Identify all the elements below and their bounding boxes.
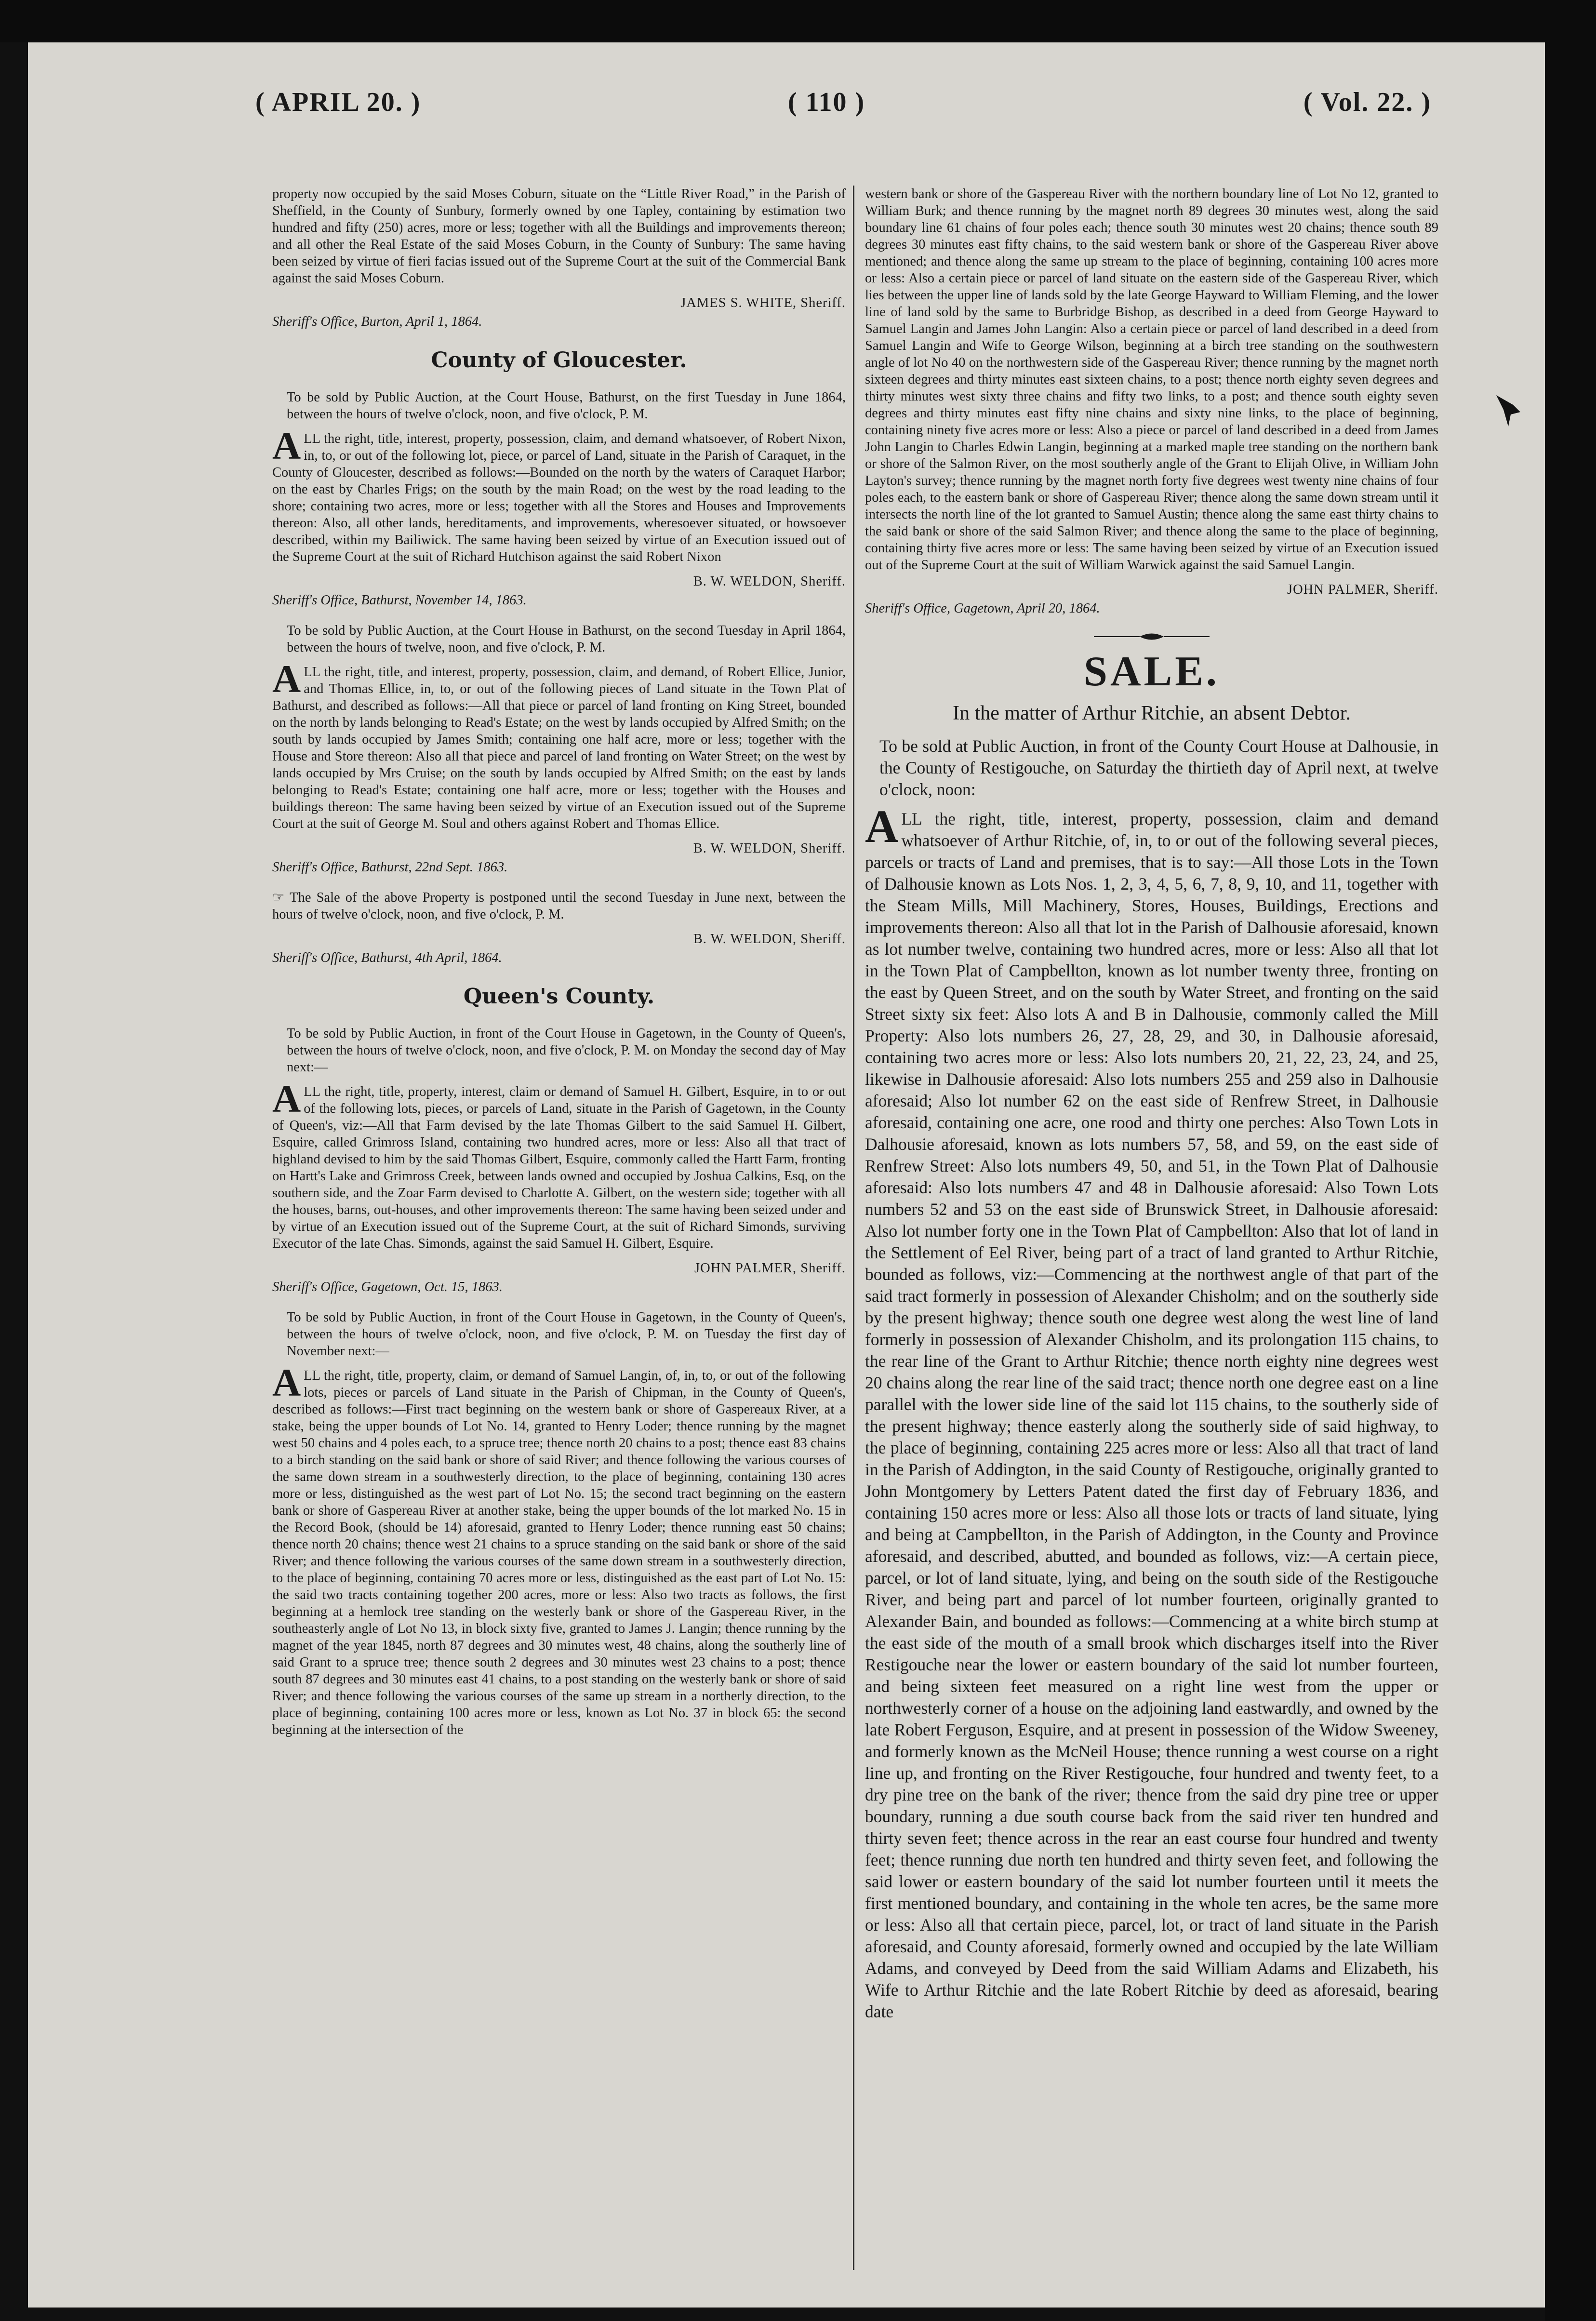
notice-signature: JAMES S. WHITE, Sheriff. [680, 295, 846, 310]
notice-body-text: LL the right, title, interest, property, possession, claim, and demand whatsoever, of Robert Nixon, in, to, or out of the following lot, piece, or parcel of Land, situate in the Parish of Caraquet, in the County of Gloucester, described as follows:—Bounded on the north by the waters of Caraquet Harbor; on the east by Charles Frigs; on the south by the main Road; on the west by the road leading to the shore; containing two acres, more or less; together with all the Stores and Houses and Improvements thereon: Also, all other lands, hereditaments, and improvements, wheresoever situated, or howsoever described, within my Bailiwick. The same having been seized by virtue of an Execution issued out of the Supreme Court at the suit of Richard Hutchison against the said Robert Nixon [272, 431, 846, 564]
notice-intro: To be sold by Public Auction, in front of the Court House in Gagetown, in the County of Queen's, between the hours of twelve o'clock, noon, and five o'clock, P. M. on Tuesday the first day of November next:— [287, 1310, 846, 1359]
right-column [865, 186, 1438, 2030]
drop-cap: A [865, 800, 899, 852]
notice-body-text: LL the right, title, property, claim, or demand of Samuel Langin, of, in, to, or out of the following lots, pieces or parcels of Land situate in the Parish of Chipman, in the County of Queen's, described as follows:—First tract beginning on the western bank or shore of Gaspereaux River, at a stake, being the upper bounds of Lot No. 14, granted to Henry Loder; thence running by the magnet west 50 chains and 4 poles each, to a spruce tree; thence north 20 chains to a post; thence east 83 chains to a birch standing on the said bank or shore of said River; and thence following the various courses of the same down stream in a southwesterly direction, to the place of beginning, containing 130 acres more or less, distinguished as the west part of Lot No. 15; the second tract beginning on the eastern bank or shore of Gaspereau River at another stake, being the upper bounds of the lot marked No. 15 in the Record Book, (should be 14) aforesaid, granted to Henry Loder; thence running east 50 chains; thence north 20 chains; thence west 21 chains to a spruce standing on the said bank or shore of the said River; and thence following the various courses of the same down stream in a southwesterly direction, to the place of beginning, containing 70 acres more or less, distinguished as the east part of Lot No. 15: the said two tracts containing together 200 acres, more or less: Also two tracts as follows, the first beginning at a hemlock tree standing on the westerly bank or shore of the Gaspereau River, in the southeasterly angle of Lot No 13, in block sixty five, granted to James J. Langin; thence running by the magnet of the year 1845, north 87 degrees and 30 minutes west, 48 chains, along the southerly line of said Grant to a spruce tree; thence south 2 degrees and 30 minutes west 23 chains to a post; thence south 87 degrees and 30 minutes east 41 chains, to a post standing on the westerly bank or shore of said River; and thence following the various courses of the same up stream in a northerly direction, to the place of beginning, containing 100 acres more or less, known as Lot No. 37 in block 65: the second beginning at the intersection of the [272, 1368, 846, 1737]
sale-title: SALE. [1084, 648, 1220, 695]
header-volume: ( Vol. 22. ) [1303, 87, 1431, 117]
notice-body [272, 1077, 846, 1252]
notice-intro: To be sold by Public Auction, at the Court House in Bathurst, on the second Tuesday in April 1864, between the hours of twelve, noon, and five o'clock, P. M. [287, 623, 846, 655]
notice-body [272, 424, 846, 565]
notice-signature: B. W. WELDON, Sheriff. [693, 932, 846, 947]
sale-intro: To be sold at Public Auction, in front of the County Court House at Dalhousie, in the County of Restigouche, on Saturday the thirtieth day of April next, at twelve o'clock, noon: [879, 736, 1438, 799]
notice-office: Sheriff's Office, Gagetown, Oct. 15, 1863. [272, 1280, 503, 1294]
notice-body-text: LL the right, title, property, interest, claim or demand of Samuel H. Gilbert, Esquire, in to or out of the following lots, pieces, or parcels of Land, situate in the Parish of Gagetown, in the County of Queen's, viz:—All that Farm devised by the late Thomas Gilbert to the said Samuel H. Gilbert, Esquire, called Grimross Island, containing two hundred acres, more or less: Also all that tract of highland devised to him by the said Thomas Gilbert, Esquire, commonly called the Hartt Farm, fronting on Hartt's Lake and Grimross Creek, between lands owned and occupied by Joshua Calkins, Esq, on the southern side, and the Zoar Farm devised to Charlotte A. Gilbert, on the western side; together with all the houses, barns, out-houses, and other improvements thereon: The same having been seized under and by virtue of an Execution issued out of the Supreme Court, at the suit of Richard Simonds, surviving Executor of the late Chas. Simonds, against the said Samuel H. Gilbert, Esquire. [272, 1084, 846, 1251]
postponement-notice [272, 889, 846, 923]
notice-intro: To be sold by Public Auction, in front of the Court House in Gagetown, in the County of Queen's, between the hours of twelve o'clock, noon, and five o'clock, P. M. on Monday the second day of May next:— [287, 1026, 846, 1075]
header-page-number: ( 110 ) [788, 87, 865, 117]
notice-office: Sheriff's Office, Bathurst, 4th April, 1864. [272, 950, 502, 965]
notice-intro: To be sold by Public Auction, at the Court House, Bathurst, on the first Tuesday in June 1864, between the hours of twelve o'clock, noon, and five o'clock, P. M. [287, 390, 846, 422]
column-divider [853, 186, 854, 2270]
scan-border-top [0, 0, 1596, 42]
notice-office: Sheriff's Office, Gagetown, April 20, 1864. [865, 601, 1100, 616]
drop-cap: A [272, 1077, 301, 1120]
county-heading-queens: Queen's County. [463, 984, 655, 1009]
notice-body [272, 657, 846, 832]
pointing-hand-icon: ☞ [272, 890, 285, 905]
postponement-text: The Sale of the above Property is postponed until the second Tuesday in June next, between the hours of twelve o'clock, noon, and five o'clock, P. M. [272, 890, 846, 922]
notice-office: Sheriff's Office, Bathurst, November 14, 1863. [272, 593, 527, 608]
notice-body-text: LL the right, title, and interest, property, possession, claim, and demand, of Robert Ellice, Junior, and Thomas Ellice, in, to, or out of the following pieces of Land situate in the Town Plat of Bathurst, and described as follows:—All that piece or parcel of land fronting on King Street, bounded on the north by lands belonging to Read's Estate; on the west by lands occupied by Alfred Smith; on the south by lands occupied by James Smith; containing one half acre, more or less; together with the House and Store thereon: Also all that piece and parcel of land fronting on Water Street; on the west by lands occupied by Mrs Cruise; on the south by lands occupied by Alfred Smith; on the east by lands belonging to Read's Estate; containing one half acre, more or less; together with the Houses and buildings thereon: The same having been seized by virtue of an Execution issued out of the Supreme Court at the suit of George M. Soul and others against Robert and Thomas Ellice. [272, 665, 846, 831]
notice-signature: B. W. WELDON, Sheriff. [693, 841, 846, 856]
drop-cap: A [272, 1361, 301, 1404]
notice-office: Sheriff's Office, Burton, April 1, 1864. [272, 314, 482, 329]
sale-body-text: LL the right, title, interest, property, possession, claim and demand whatsoever of Arthur Ritchie, of, in, to or out of the following several pieces, parcels or tracts of Land and premises, that is to say:—All those Lots in the Town of Dalhousie known as Lots Nos. 1, 2, 3, 4, 5, 6, 7, 8, 9, 10, and 11, together with the Steam Mills, Mill Machinery, Stores, Houses, Buildings, Erections and improvements thereon: Also all that lot in the Parish of Dalhousie aforesaid, known as lot number twelve, containing two hundred acres, more or less: Also all that lot in the Town Plat of Campbellton, known as lot number twenty three, fronting on the east by Queen Street, and on the south by Water Street, and fronting on the said Street sixty six feet: Also lots A and B in Dalhousie, commonly called the Mill Property: Also lots numbers 26, 27, 28, 29, and 30, in Dalhousie aforesaid, containing two acres more or less: Also lots numbers 20, 21, 22, 23, 24, and 25, likewise in Dalhousie aforesaid: Also lots numbers 255 and 259 also in Dalhousie aforesaid; Also lot number 62 on the east side of Renfrew Street, in Dalhousie aforesaid, containing one acre, one rood and thirty one perches: Also Town Lots in Dalhousie aforesaid, known as lots numbers 57, 58, and 59, on the east side of Renfrew Street: Also lots numbers 49, 50, and 51, in the Town Plat of Dalhousie aforesaid: Also lots numbers 47 and 48 in Dalhousie aforesaid: Also Town Lots numbers 52 and 53 on the east side of Brunswick Street, in Dalhousie aforesaid: Also lot number forty one in the Town Plat of Campbellton: Also that lot of land in the Settlement of Eel River, being part of a tract of land granted to Arthur Ritchie, bounded as follows, viz:—Commencing at the northwest angle of that part of the said tract formerly in possession of Alexander Chisholm; and on the southerly side by the present highway; thence south one degree west along the west line of land formerly in possession of Alexander Chisholm, and its prolongation 115 chains, to the rear line of the Grant to Arthur Ritchie; thence north eighty nine degrees west 20 chains along the rear line of the said tract; thence north one degree east on a line parallel with the lower side line of the said lot 115 chains, to the southerly side of the present highway; thence easterly along the southerly side of said highway, to the place of beginning, containing 225 acres more or less: Also all that tract of land in the Parish of Addington, in the said County of Restigouche, originally granted to John Montgomery by Letters Patent dated the first day of February 1836, and containing 150 acres more or less: Also all those lots or tracts of land situate, lying and being at Campbellton, in the Parish of Addington, in the County and Province aforesaid, and described, abutted, and bounded as follows, viz:—A certain piece, parcel, or lot of land situate, lying, and being on the south side of the Restigouche River, and being part and parcel of lot number fourteen, originally granted to Alexander Bain, and bounded as follows:—Commencing at a white birch stump at the east side of the mouth of a small brook which discharges itself into the River Restigouche near the lower or eastern boundary of the said lot number fourteen, and being sixteen feet measured on a right line west from the upper or northwesterly corner of a house on the adjoining land eastwardly, and owned by the late Robert Ferguson, Esquire, and at present in possession of the Widow Sweeney, and formerly known as the McNeil House; thence running a west course on a right line up, and fronting on the River Restigouche, four hundred and twenty feet, to a dry pine tree on the bank of the river; thence from the said dry pine tree or upper boundary, running a due south course back from the said river ten hundred and thirty seven feet; thence across in the rear an east course four hundred and twenty feet; thence running due north ten hundred and thirty seven feet, and following the said lower or eastern boundary of the said lot number fourteen until it meets the first mentioned boundary, and containing in the whole ten acres, be the same more or less: Also all that certain piece, parcel, lot, or tract of land situate in the Parish aforesaid, and County aforesaid, formerly owned and occupied by the late William Adams, and conveyed by Deed from the said William Adams and Elizabeth, his Wife to Arthur Ritchie and the late Robert Ritchie by deed as aforesaid, bearing date [865, 809, 1438, 2021]
notice-signature: JOHN PALMER, Sheriff. [694, 1261, 846, 1276]
notice-signature: JOHN PALMER, Sheriff. [1287, 582, 1438, 597]
sale-subtitle: In the matter of Arthur Ritchie, an absent Debtor. [953, 702, 1351, 724]
continued-notice-text: property now occupied by the said Moses Coburn, situate on the “Little River Road,” in the Parish of Sheffield, in the County of Sunbury, formerly owned by one Tapley, containing by estimation two hundred and fifty (250) acres, more or less; together with all the Buildings and improvements thereon; and all other the Real Estate of the said Moses Coburn, in the County of Sunbury: The same having been seized by virtue of fieri facias issued out of the Supreme Court at the suit of the Commercial Bank against the said Moses Coburn. [272, 187, 846, 286]
notice-office: Sheriff's Office, Bathurst, 22nd Sept. 1863. [272, 860, 508, 875]
page-edge-mark [1494, 390, 1523, 429]
sale-body [865, 800, 1438, 2023]
county-heading-gloucester: County of Gloucester. [431, 348, 687, 373]
header-date: ( APRIL 20. ) [255, 87, 421, 117]
drop-cap: A [272, 657, 301, 701]
continued-notice-text: western bank or shore of the Gaspereau River with the northern boundary line of Lot No 12, granted to William Burk; and thence running by the magnet north 89 degrees 30 minutes west, along the said boundary line 61 chains of four poles each; thence south 30 minutes west 20 chains; thence south 89 degrees 30 minutes east fifty chains, to the said western bank or shore of the Gaspereau River above mentioned; and thence along the same up stream to the place of beginning, containing 100 acres more or less: Also a certain piece or parcel of land situate on the eastern side of the Gaspereau River, which lies between the upper line of lands sold by the late George Hayward to William Fleming, and the lower line of land sold by the same to Burbridge Bishop, as described in a deed from George Hayward to Samuel Langin and James John Langin: Also a certain piece or parcel of land described in a deed from Samuel Langin and Wife to George Wilson, beginning at a birch tree standing on the southwestern angle of lot No 40 on the northwestern side of the Gaspereau River; thence running by the magnet north sixteen degrees and thirty minutes east sixteen chains, to a post; thence north eighty seven degrees and thirty minutes west sixty three chains and fifty two links, to a post; and thence south eighty seven degrees and thirty minutes east fifty nine chains and sixty nine links, to the place of beginning, containing ninety five acres more or less: Also a piece or parcel of land described in a deed from James John Langin to Charles Edwin Langin, beginning at a marked maple tree standing on the northern bank or shore of the Salmon River, on the most southerly angle of the Grant to Elijah Olive, in William John Layton's survey; thence running by the magnet north forty five degrees west twenty nine chains of four poles each, to the eastern bank or shore of Gaspereau River; thence along the same down stream until it intersects the north line of the lot granted to Samuel Austin; thence along the same east thirty chains to the said bank or shore of the said Salmon River; and thence along the same to the place of beginning, containing thirty five acres more or less: The same having been seized by virtue of an Execution issued out of the Supreme Court at the suit of William Warwick against the said Samuel Langin. [865, 187, 1438, 573]
drop-cap: A [272, 424, 301, 467]
notice-signature: B. W. WELDON, Sheriff. [693, 574, 846, 589]
page-header [255, 87, 1431, 140]
ornamental-divider [1094, 630, 1210, 643]
left-column [272, 186, 846, 1746]
scan-border-right [1545, 0, 1596, 2321]
notice-body [272, 1361, 846, 1738]
